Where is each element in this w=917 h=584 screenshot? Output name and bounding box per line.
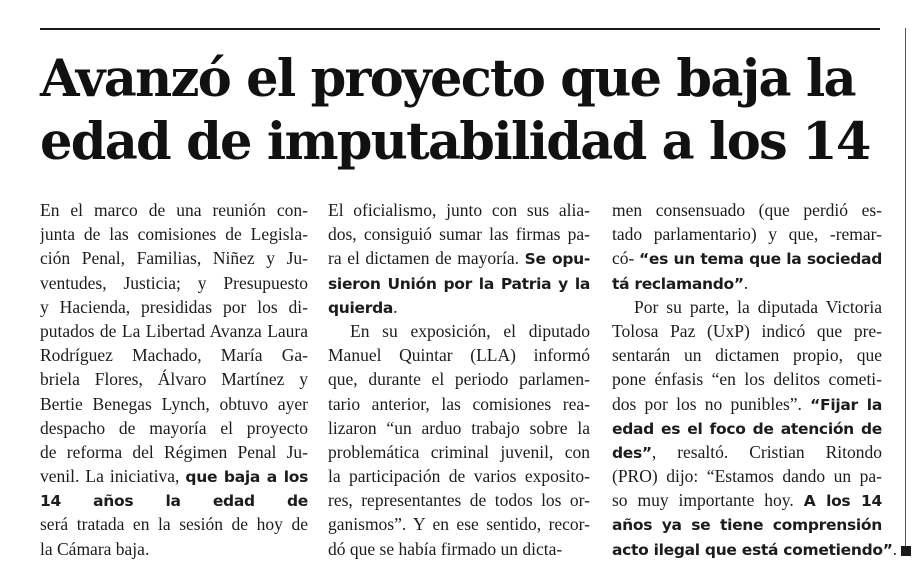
article-headline <box>40 48 890 174</box>
text-line <box>328 295 590 319</box>
text-run: Rodríguez Machado, María Ga- <box>40 345 308 366</box>
article-column-2 <box>328 198 590 561</box>
text-line <box>328 246 590 270</box>
bold-text-run: edad es el foco de atención de <box>612 419 882 438</box>
bold-text-run: des” <box>612 443 652 462</box>
text-run: dos, consiguió sumar las firmas pa- <box>328 224 590 245</box>
bold-text-run: acto ilegal que está cometiendo” <box>612 540 893 559</box>
text-line <box>40 246 308 270</box>
text-line <box>612 440 882 464</box>
text-line <box>40 198 308 222</box>
text-line <box>612 464 882 488</box>
text-run: . <box>743 272 749 293</box>
text-run: pone énfasis “en los delitos cometi- <box>612 369 882 390</box>
text-line <box>40 343 308 367</box>
text-line <box>328 319 590 343</box>
text-run: tario anterior, las comisiones rea- <box>328 393 590 414</box>
text-run: tado parlamentario) y que, -remar- <box>612 224 882 245</box>
text-line <box>612 512 882 536</box>
text-line <box>612 271 882 295</box>
text-run: (PRO) dijo: “Estamos dando un pa- <box>612 466 882 487</box>
text-line <box>40 488 308 512</box>
text-run: Tolosa Paz (UxP) indicó que pre- <box>612 320 882 341</box>
bold-text-run: años ya se tiene comprensión <box>612 516 882 535</box>
text-line <box>40 319 308 343</box>
article-column-3 <box>612 198 898 561</box>
text-line <box>40 392 308 416</box>
text-line <box>40 222 308 246</box>
text-run: res, representantes de todos los or- <box>328 490 590 511</box>
text-run: En el marco de una reunión con- <box>40 200 308 220</box>
top-rule <box>40 28 880 30</box>
end-of-article-mark <box>901 546 911 556</box>
text-run: que, durante el periodo parlamen- <box>328 369 590 390</box>
text-line <box>328 367 590 391</box>
text-line <box>40 271 308 295</box>
text-line <box>328 512 590 536</box>
text-run: despacho de mayoría el proyecto <box>40 417 308 438</box>
text-line <box>328 343 590 367</box>
text-run: venil. La iniciativa, <box>40 466 186 487</box>
bold-text-run: tá reclamando” <box>612 274 744 293</box>
text-run: Bertie Benegas Lynch, obtuvo ayer <box>40 393 308 414</box>
text-run: briela Flores, Álvaro Martínez y <box>40 369 308 390</box>
bold-text-run: sieron Unión por la Patria y la <box>328 274 590 293</box>
text-run: so muy importante hoy. <box>612 490 804 511</box>
bold-text-run: quierda <box>328 298 394 317</box>
text-run: ganismos”. Y en ese sentido, recor- <box>328 514 590 535</box>
text-run: dó que se había firmado un dicta- <box>328 538 563 559</box>
text-run: y Hacienda, presididas por los di- <box>40 296 308 317</box>
text-run: dos por los no punibles”. <box>612 393 811 414</box>
text-line <box>612 537 898 561</box>
text-line <box>40 512 308 536</box>
text-line <box>40 295 308 319</box>
text-line <box>40 416 308 440</box>
text-line <box>328 464 590 488</box>
text-run: có- <box>612 248 640 269</box>
text-line <box>612 222 882 246</box>
article-column-1 <box>40 198 308 561</box>
text-run: putados de La Libertad Avanza Laura <box>40 320 308 341</box>
text-line <box>612 295 882 319</box>
text-line <box>328 440 590 464</box>
text-run: lizaron “un arduo trabajo sobre la <box>328 417 590 438</box>
text-run: Por su parte, la diputada Victoria <box>634 296 882 317</box>
text-run: . <box>393 296 398 317</box>
text-line <box>328 537 590 561</box>
text-line <box>40 537 308 561</box>
text-run: , resaltó. Cristian Ritondo <box>651 441 882 462</box>
bold-text-run: A los 14 <box>803 492 882 511</box>
text-line <box>612 319 882 343</box>
text-line <box>328 222 590 246</box>
text-line <box>612 198 882 222</box>
text-run: En su exposición, el diputado <box>350 320 590 341</box>
bold-text-run: “es un tema que la sociedad <box>639 250 882 269</box>
text-run: será tratada en la sesión de hoy de <box>40 514 308 535</box>
text-run: ventudes, Justicia; y Presupuesto <box>40 272 308 293</box>
text-line <box>612 488 882 512</box>
text-run: problemática criminal juvenil, con <box>328 441 590 462</box>
text-line <box>328 416 590 440</box>
text-line <box>612 343 882 367</box>
bold-text-run: Se opu- <box>524 250 590 269</box>
text-line <box>328 198 590 222</box>
text-run: men consensuado (que perdió es- <box>612 200 882 220</box>
text-line <box>612 416 882 440</box>
text-line <box>40 464 308 488</box>
text-line <box>40 440 308 464</box>
text-line <box>612 246 882 270</box>
text-run: la participación de varios exposito- <box>328 466 590 487</box>
text-run: de reforma del Régimen Penal Ju- <box>40 441 308 462</box>
text-line <box>612 392 882 416</box>
headline-line-1: Avanzó el proyecto que baja la <box>40 49 855 109</box>
text-run: Manuel Quintar (LLA) informó <box>328 345 590 366</box>
text-run: . <box>892 538 898 559</box>
text-line <box>40 367 308 391</box>
text-run: sentarán un dictamen propio, que <box>612 345 882 366</box>
text-run: ción Penal, Familias, Niñez y Ju- <box>40 248 308 269</box>
text-line <box>328 392 590 416</box>
bold-text-run: “Fijar la <box>810 395 882 414</box>
bold-text-run: que baja a los <box>185 468 308 487</box>
text-run: la Cámara baja. <box>40 538 150 559</box>
text-run: El oficialismo, junto con sus alia- <box>328 200 590 220</box>
text-run: junta de las comisiones de Legisla- <box>40 224 308 245</box>
right-edge-rule <box>905 28 906 548</box>
bold-text-run: 14 años la edad de <box>40 492 308 511</box>
text-line <box>328 488 590 512</box>
headline-line-2: edad de imputabilidad a los 14 <box>40 112 870 172</box>
text-line <box>328 271 590 295</box>
text-line <box>612 367 882 391</box>
text-run: ra el dictamen de mayoría. <box>328 248 525 269</box>
